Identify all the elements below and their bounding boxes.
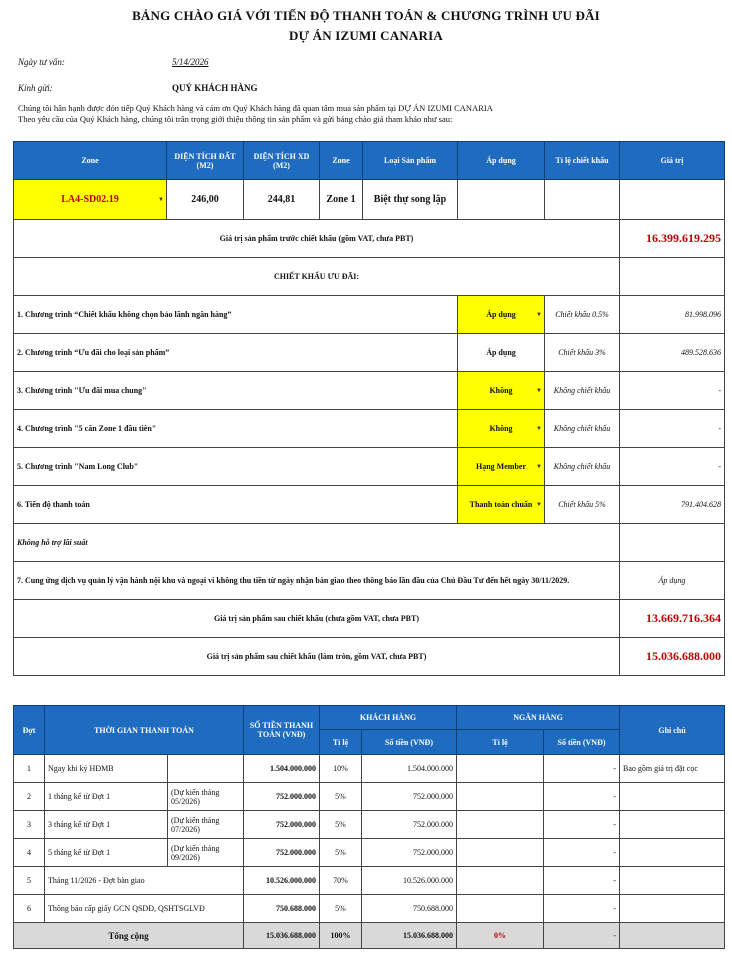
post-discount-label: Giá trị sản phẩm sau chiết khấu (chưa gồm VAT, chưa PBT) [14,600,620,638]
payment-phase: 3 [14,811,45,839]
dropdown-arrow-icon[interactable]: ▼ [536,311,542,318]
program-value: 81.998.096 [620,296,725,334]
col-zone: Zone [14,142,167,180]
payment-note [620,867,725,895]
program-value: - [620,372,725,410]
product-row [14,180,725,220]
customer-rate: 5% [320,895,362,923]
payment-row [14,783,725,811]
project-title: DỰ ÁN IZUMI CANARIA [289,28,443,43]
dropdown-arrow-icon[interactable]: ▼ [536,425,542,432]
final-price-label: Giá trị sản phẩm sau chiết khấu (làm tròn, gồm VAT, chưa PBT) [14,638,620,676]
col-customer-rate: Tỉ lệ [320,730,362,755]
payment-expected: (Dự kiến tháng 07/2026) [168,811,244,839]
program-rate: Không chiết khấu [545,372,620,410]
program-apply-value: Áp dụng [458,334,545,372]
payment-row [14,895,725,923]
program-rate: Chiết khấu 3% [545,334,620,372]
payment-time: 5 tháng kể từ Đợt 1 [45,839,168,867]
bank-amount: - [544,811,620,839]
program-name: 2. Chương trình “Ưu đãi cho loại sản phẩm” [14,334,458,372]
rate-empty [545,180,620,220]
payment-row [14,839,725,867]
program-apply-value: Không [489,386,513,395]
col-note: Ghi chú [620,706,725,755]
customer-amount: 752.000.000 [362,783,457,811]
customer-amount: 752.000.000 [362,811,457,839]
dropdown-arrow-icon[interactable]: ▼ [536,463,542,470]
payment-amount: 750.688.000 [244,895,320,923]
program-row [14,372,725,410]
program-row [14,410,725,448]
customer-rate: 70% [320,867,362,895]
payment-time: Thông báo cấp giấy GCN QSDĐ, QSHTSGLVĐ [45,895,244,923]
payment-expected: (Dự kiến tháng 09/2026) [168,839,244,867]
program-apply-value: Hạng Member [476,462,526,471]
unit-code-select[interactable] [14,180,167,220]
payment-amount: 10.526.000.000 [244,867,320,895]
customer-amount: 750.688.000 [362,895,457,923]
program-rate: Không chiết khấu [545,448,620,486]
payment-expected: (Dự kiến tháng 05/2026) [168,783,244,811]
col-bank-amount: Số tiền (VNĐ) [544,730,620,755]
bank-amount: - [544,783,620,811]
program-value: - [620,410,725,448]
zone-value: Zone 1 [320,180,363,220]
customer-rate: 5% [320,811,362,839]
program-apply-value: Áp dụng [486,310,516,319]
customer-rate: 10% [320,755,362,783]
no-interest-empty [620,524,725,562]
intro-line-1: Chúng tôi hân hạnh được đón tiếp Quý Khách hàng và cám ơn Quý Khách hàng đã quan tâm mua sản phẩm tại DỰ ÁN IZUMI CANARIA [18,103,493,113]
program-apply-select[interactable] [458,372,545,410]
pre-discount-value: 16.399.619.295 [620,220,725,258]
program-value: 489.528.636 [620,334,725,372]
recipient: QUÝ KHÁCH HÀNG [172,83,258,93]
program-row [14,486,725,524]
land-area-value: 246,00 [167,180,244,220]
unit-code-value: LA4-SD02.19 [61,194,119,205]
value-empty [620,180,725,220]
pre-discount-row [14,220,725,258]
col-build-area: DIỆN TÍCH XD (M2) [244,142,320,180]
product-header-row [14,142,725,180]
program-apply-value: Thanh toán chuẩn [469,500,533,509]
program-name: 4. Chương trình "5 căn Zone 1 đầu tiên" [14,410,458,448]
payment-phase: 4 [14,839,45,867]
dropdown-arrow-icon[interactable]: ▼ [536,501,542,508]
payment-time: Tháng 11/2026 - Đợt bàn giao [45,867,244,895]
col-bank-rate: Tỉ lệ [457,730,544,755]
col-zone-2: Zone [320,142,363,180]
recipient-label: Kính gửi: [18,83,53,93]
payment-table [13,705,725,949]
program-apply-select[interactable] [458,486,545,524]
bank-amount: - [544,895,620,923]
col-customer: KHÁCH HÀNG [320,706,457,730]
program-name: 5. Chương trình "Nam Long Club" [14,448,458,486]
payment-amount: 752.000.000 [244,783,320,811]
bank-rate [457,895,544,923]
bank-rate [457,755,544,783]
discount-heading-row [14,258,725,296]
intro-line-2: Theo yêu cầu của Quý Khách hàng, chúng tôi trân trọng giới thiệu thông tin sản phẩm và gửi bảng chào giá tham khảo như sau: [18,114,453,124]
program-name: 3. Chương trình "Ưu đãi mua chung" [14,372,458,410]
program-7-name: 7. Cung ứng dịch vụ quản lý vận hành nội khu và ngoại vi không thu tiền từ ngày nhận bàn giao theo thông báo lần đầu của Chủ Đầu Tư đến hết ngày 30/11/2029. [14,562,620,600]
payment-time: 3 tháng kể từ Đợt 1 [45,811,168,839]
payment-row [14,811,725,839]
customer-rate: 5% [320,783,362,811]
program-apply-select[interactable] [458,410,545,448]
intro-text [18,103,718,125]
no-interest-row [14,524,725,562]
total-label: Tổng cộng [14,923,244,949]
payment-phase: 6 [14,895,45,923]
program-name: 6. Tiến độ thanh toán [14,486,458,524]
payment-amount: 752.000.000 [244,811,320,839]
col-bank: NGÂN HÀNG [457,706,620,730]
col-value: Giá trị [620,142,725,180]
program-row [14,334,725,372]
program-row [14,296,725,334]
col-customer-amount: Số tiền (VNĐ) [362,730,457,755]
payment-note: Bao gồm giá trị đặt cọc [620,755,725,783]
consult-date[interactable]: 5/14/2026 [172,57,209,67]
apply-empty [458,180,545,220]
total-customer-amount: 15.036.688.000 [362,923,457,949]
discount-heading: CHIẾT KHẤU ƯU ĐÃI: [14,258,620,296]
bank-rate [457,839,544,867]
col-payment-time: THỜI GIAN THANH TOÁN [45,706,244,755]
bank-amount: - [544,755,620,783]
payment-phase: 2 [14,783,45,811]
program-name: 1. Chương trình “Chiết khấu không chọn bảo lãnh ngân hàng” [14,296,458,334]
post-discount-row [14,600,725,638]
customer-amount: 1.504.000.000 [362,755,457,783]
payment-row [14,867,725,895]
payment-phase: 5 [14,867,45,895]
payment-amount: 1.504.000.000 [244,755,320,783]
total-customer-rate: 100% [320,923,362,949]
col-payment-amount: SỐ TIỀN THANH TOÁN (VNĐ) [244,706,320,755]
post-discount-value: 13.669.716.364 [620,600,725,638]
col-product-type: Loại Sản phẩm [363,142,458,180]
build-area-value: 244,81 [244,180,320,220]
payment-note [620,895,725,923]
col-apply: Áp dụng [458,142,545,180]
total-note-empty [620,923,725,949]
total-amount: 15.036.688.000 [244,923,320,949]
col-land-area: DIỆN TÍCH ĐẤT (M2) [167,142,244,180]
col-phase: Đợt [14,706,45,755]
payment-row [14,755,725,783]
pre-discount-label: Giá trị sản phẩm trước chiết khấu (gồm VAT, chưa PBT) [14,220,620,258]
col-discount-rate: Tỉ lệ chiết khấu [545,142,620,180]
program-row [14,448,725,486]
payment-time: Ngay khi ký HĐMB [45,755,168,783]
program-apply-value: Không [489,424,513,433]
payment-expected [168,755,244,783]
payment-note [620,783,725,811]
consult-date-label: Ngày tư vấn: [18,57,65,67]
payment-time: 1 tháng kể từ Đợt 1 [45,783,168,811]
program-value: 791.404.628 [620,486,725,524]
payment-header-row-1 [14,706,725,730]
program-apply-select[interactable] [458,296,545,334]
program-rate: Chiết khấu 0.5% [545,296,620,334]
bank-rate [457,867,544,895]
customer-amount: 752.000.000 [362,839,457,867]
bank-amount: - [544,839,620,867]
customer-amount: 10.526.000.000 [362,867,457,895]
payment-note [620,811,725,839]
total-bank-rate: 0% [457,923,544,949]
final-price-value: 15.036.688.000 [620,638,725,676]
bank-rate [457,783,544,811]
program-apply-select[interactable] [458,448,545,486]
product-table [13,141,725,676]
program-7-apply: Áp dụng [620,562,725,600]
discount-heading-empty [620,258,725,296]
document-title: BẢNG CHÀO GIÁ VỚI TIẾN ĐỘ THANH TOÁN & CHƯƠNG TRÌNH ƯU ĐÃI [132,8,600,23]
payment-note [620,839,725,867]
customer-rate: 5% [320,839,362,867]
program-7-row [14,562,725,600]
program-value: - [620,448,725,486]
dropdown-arrow-icon[interactable]: ▼ [536,387,542,394]
program-rate: Không chiết khấu [545,410,620,448]
payment-total-row [14,923,725,949]
payment-amount: 752.000.000 [244,839,320,867]
dropdown-arrow-icon[interactable]: ▼ [158,196,164,203]
product-type-value: Biệt thự song lập [363,180,458,220]
payment-phase: 1 [14,755,45,783]
program-rate: Chiết khấu 5% [545,486,620,524]
bank-rate [457,811,544,839]
bank-amount: - [544,867,620,895]
final-price-row [14,638,725,676]
no-interest-support: Không hỗ trợ lãi suất [14,524,620,562]
total-bank-amount: - [544,923,620,949]
